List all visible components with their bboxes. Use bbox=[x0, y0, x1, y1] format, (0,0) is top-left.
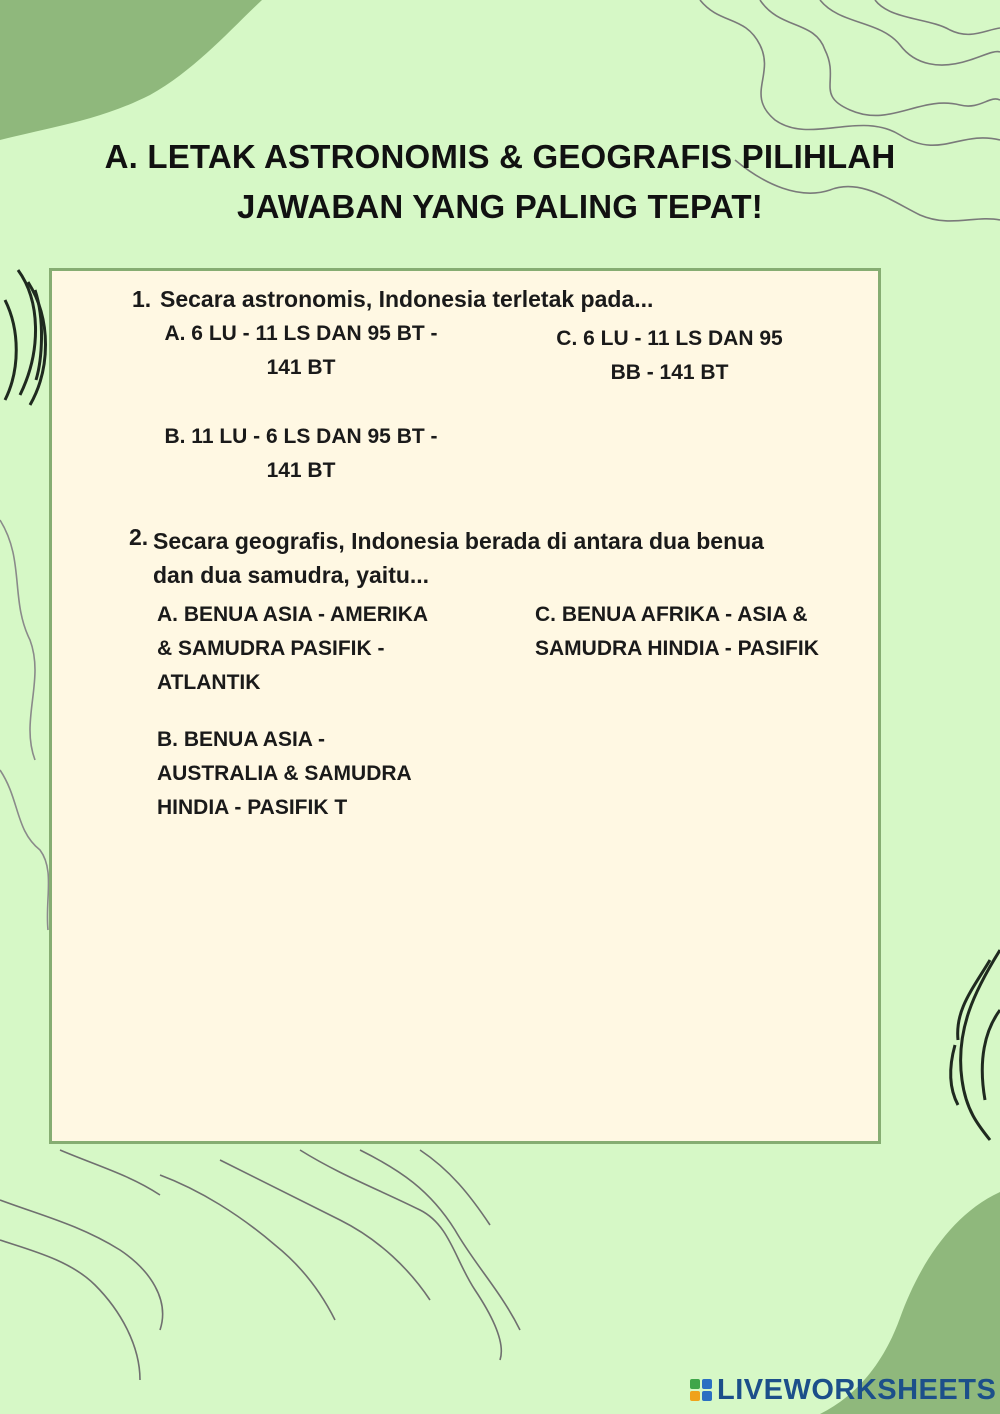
option-line: 141 BT bbox=[266, 356, 336, 379]
question-2-option-c[interactable] bbox=[535, 598, 819, 666]
liveworksheets-logo[interactable] bbox=[690, 1372, 996, 1408]
option-line: ATLANTIK bbox=[157, 671, 261, 694]
question-2-text bbox=[153, 524, 764, 592]
question-1-option-a[interactable] bbox=[156, 317, 446, 385]
option-line: BB - 141 BT bbox=[610, 361, 729, 384]
question-2-line-2: dan dua samudra, yaitu... bbox=[153, 562, 430, 588]
option-line: A. BENUA ASIA - AMERIKA bbox=[157, 603, 429, 626]
question-2-line-1: Secara geografis, Indonesia berada di antara dua benua bbox=[153, 528, 764, 554]
question-2-number: 2. bbox=[129, 524, 149, 550]
question-1-number: 1. bbox=[132, 286, 152, 312]
option-line: HINDIA - PASIFIK T bbox=[157, 796, 348, 819]
title-line-2: JAWABAN YANG PALING TEPAT! bbox=[237, 188, 763, 225]
option-line: B. 11 LU - 6 LS DAN 95 BT - bbox=[164, 425, 438, 448]
question-1-option-b[interactable] bbox=[156, 420, 446, 488]
option-line: C. BENUA AFRIKA - ASIA & bbox=[535, 603, 808, 626]
option-line: & SAMUDRA PASIFIK - bbox=[157, 637, 385, 660]
question-panel bbox=[49, 268, 881, 1144]
title-line-1: A. LETAK ASTRONOMIS & GEOGRAFIS PILIHLAH bbox=[104, 138, 896, 175]
option-line: AUSTRALIA & SAMUDRA bbox=[157, 762, 412, 785]
option-line: 141 BT bbox=[266, 459, 336, 482]
option-line: C. 6 LU - 11 LS DAN 95 bbox=[556, 327, 783, 350]
logo-text: LIVEWORKSHEETS bbox=[717, 1373, 997, 1406]
logo-grid-icon bbox=[690, 1379, 712, 1401]
question-2-option-b[interactable] bbox=[157, 723, 412, 825]
question-2-option-a[interactable] bbox=[157, 598, 428, 700]
option-line: B. BENUA ASIA - bbox=[157, 728, 325, 751]
option-line: SAMUDRA HINDIA - PASIFIK bbox=[535, 637, 819, 660]
question-1-option-c[interactable] bbox=[547, 322, 792, 390]
top-left-blob bbox=[0, 0, 262, 140]
option-line: A. 6 LU - 11 LS DAN 95 BT - bbox=[164, 322, 438, 345]
question-1-text: Secara astronomis, Indonesia terletak pada... bbox=[160, 286, 654, 312]
page-title bbox=[60, 132, 940, 232]
